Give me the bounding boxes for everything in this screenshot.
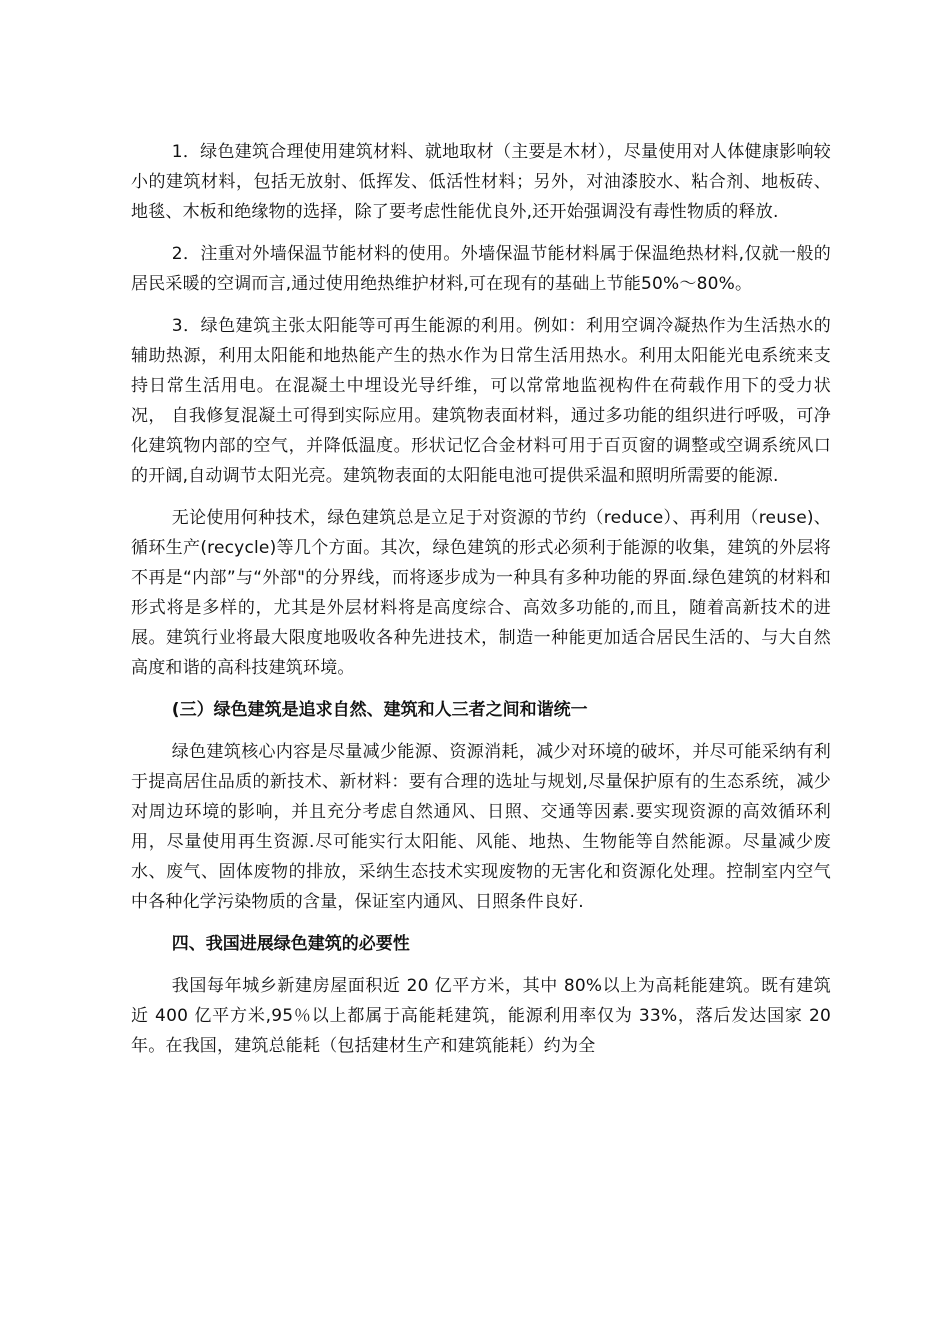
paragraph-core-content: 绿色建筑核心内容是尽量减少能源、资源消耗，减少对环境的破坏，并尽可能采纳有利于提高居住品质的新技术、新材料：要有合理的选址与规划,尽量保护原有的生态系统，减少对周边环境的影响，并且充分考虑自然通风、日照、交通等因素.要实现资源的高效循环利用，尽量使用再生资源.尽可能实行太阳能、风能、地热、生物能等自然能源。尽量减少废水、废气、固体废物的排放，采纳生态技术实现废物的无害化和资源化处理。控制室内空气中各种化学污染物质的含量，保证室内通风、日照条件良好.	[131, 742, 831, 912]
section-heading-necessity: 四、我国进展绿色建筑的必要性	[171, 934, 410, 954]
paragraph-renewable-energy: 3．绿色建筑主张太阳能等可再生能源的利用。例如：利用空调冷凝热作为生活热水的辅助热源，利用太阳能和地热能产生的热水作为日常生活用热水。利用太阳能光电系统来支持日常生活用电。在混凝土中埋设光导纤维，可以常常地监视构件在荷载作用下的受力状况， 自我修复混凝土可得到实际应用。建筑物表面材料，通过多功能的组织进行呼吸，可净化建筑物内部的空气，并降低温度。形状记忆合金材料可用于百页窗的调整或空调系统风口的开阔,自动调节太阳光亮。建筑物表面的太阳能电池可提供采温和照明所需要的能源.	[131, 316, 831, 486]
paragraph-resource-saving: 无论使用何种技术，绿色建筑总是立足于对资源的节约（reduce）、再利用（reuse)、循环生产(recycle)等几个方面。其次，绿色建筑的形式必须利于能源的收集，建筑的外层将不再是“内部”与“外部"的分界线，而将逐步成为一种具有多种功能的界面.绿色建筑的材料和形式将是多样的，尤其是外层材料将是高度综合、高效多功能的,而且，随着高新技术的进展。建筑行业将最大限度地吸收各种先进技术，制造一种能更加适合居民生活的、与大自然高度和谐的高科技建筑环境。	[131, 508, 831, 678]
paragraph-china-statistics: 我国每年城乡新建房屋面积近 20 亿平方米，其中 80%以上为高耗能建筑。既有建筑近 400 亿平方米,95％以上都属于高能耗建筑，能源利用率仅为 33%，落后发达国家 20 年。在我国，建筑总能耗（包括建材生产和建筑能耗）约为全	[131, 976, 831, 1056]
section-heading-harmony: (三）绿色建筑是追求自然、建筑和人三者之间和谐统一	[171, 700, 588, 720]
paragraph-building-materials: 1．绿色建筑合理使用建筑材料、就地取材（主要是木材），尽量使用对人体健康影响较小的建筑材料，包括无放射、低挥发、低活性材料；另外，对油漆胶水、粘合剂、地板砖、地毯、木板和绝缘物的选择，除了要考虑性能优良外,还开始强调没有毒性物质的释放.	[131, 142, 831, 222]
document-body	[131, 137, 831, 1073]
paragraph-wall-insulation: 2．注重对外墙保温节能材料的使用。外墙保温节能材料属于保温绝热材料,仅就一般的居民采暖的空调而言,通过使用绝热维护材料,可在现有的基础上节能50%～80%。	[131, 244, 831, 294]
